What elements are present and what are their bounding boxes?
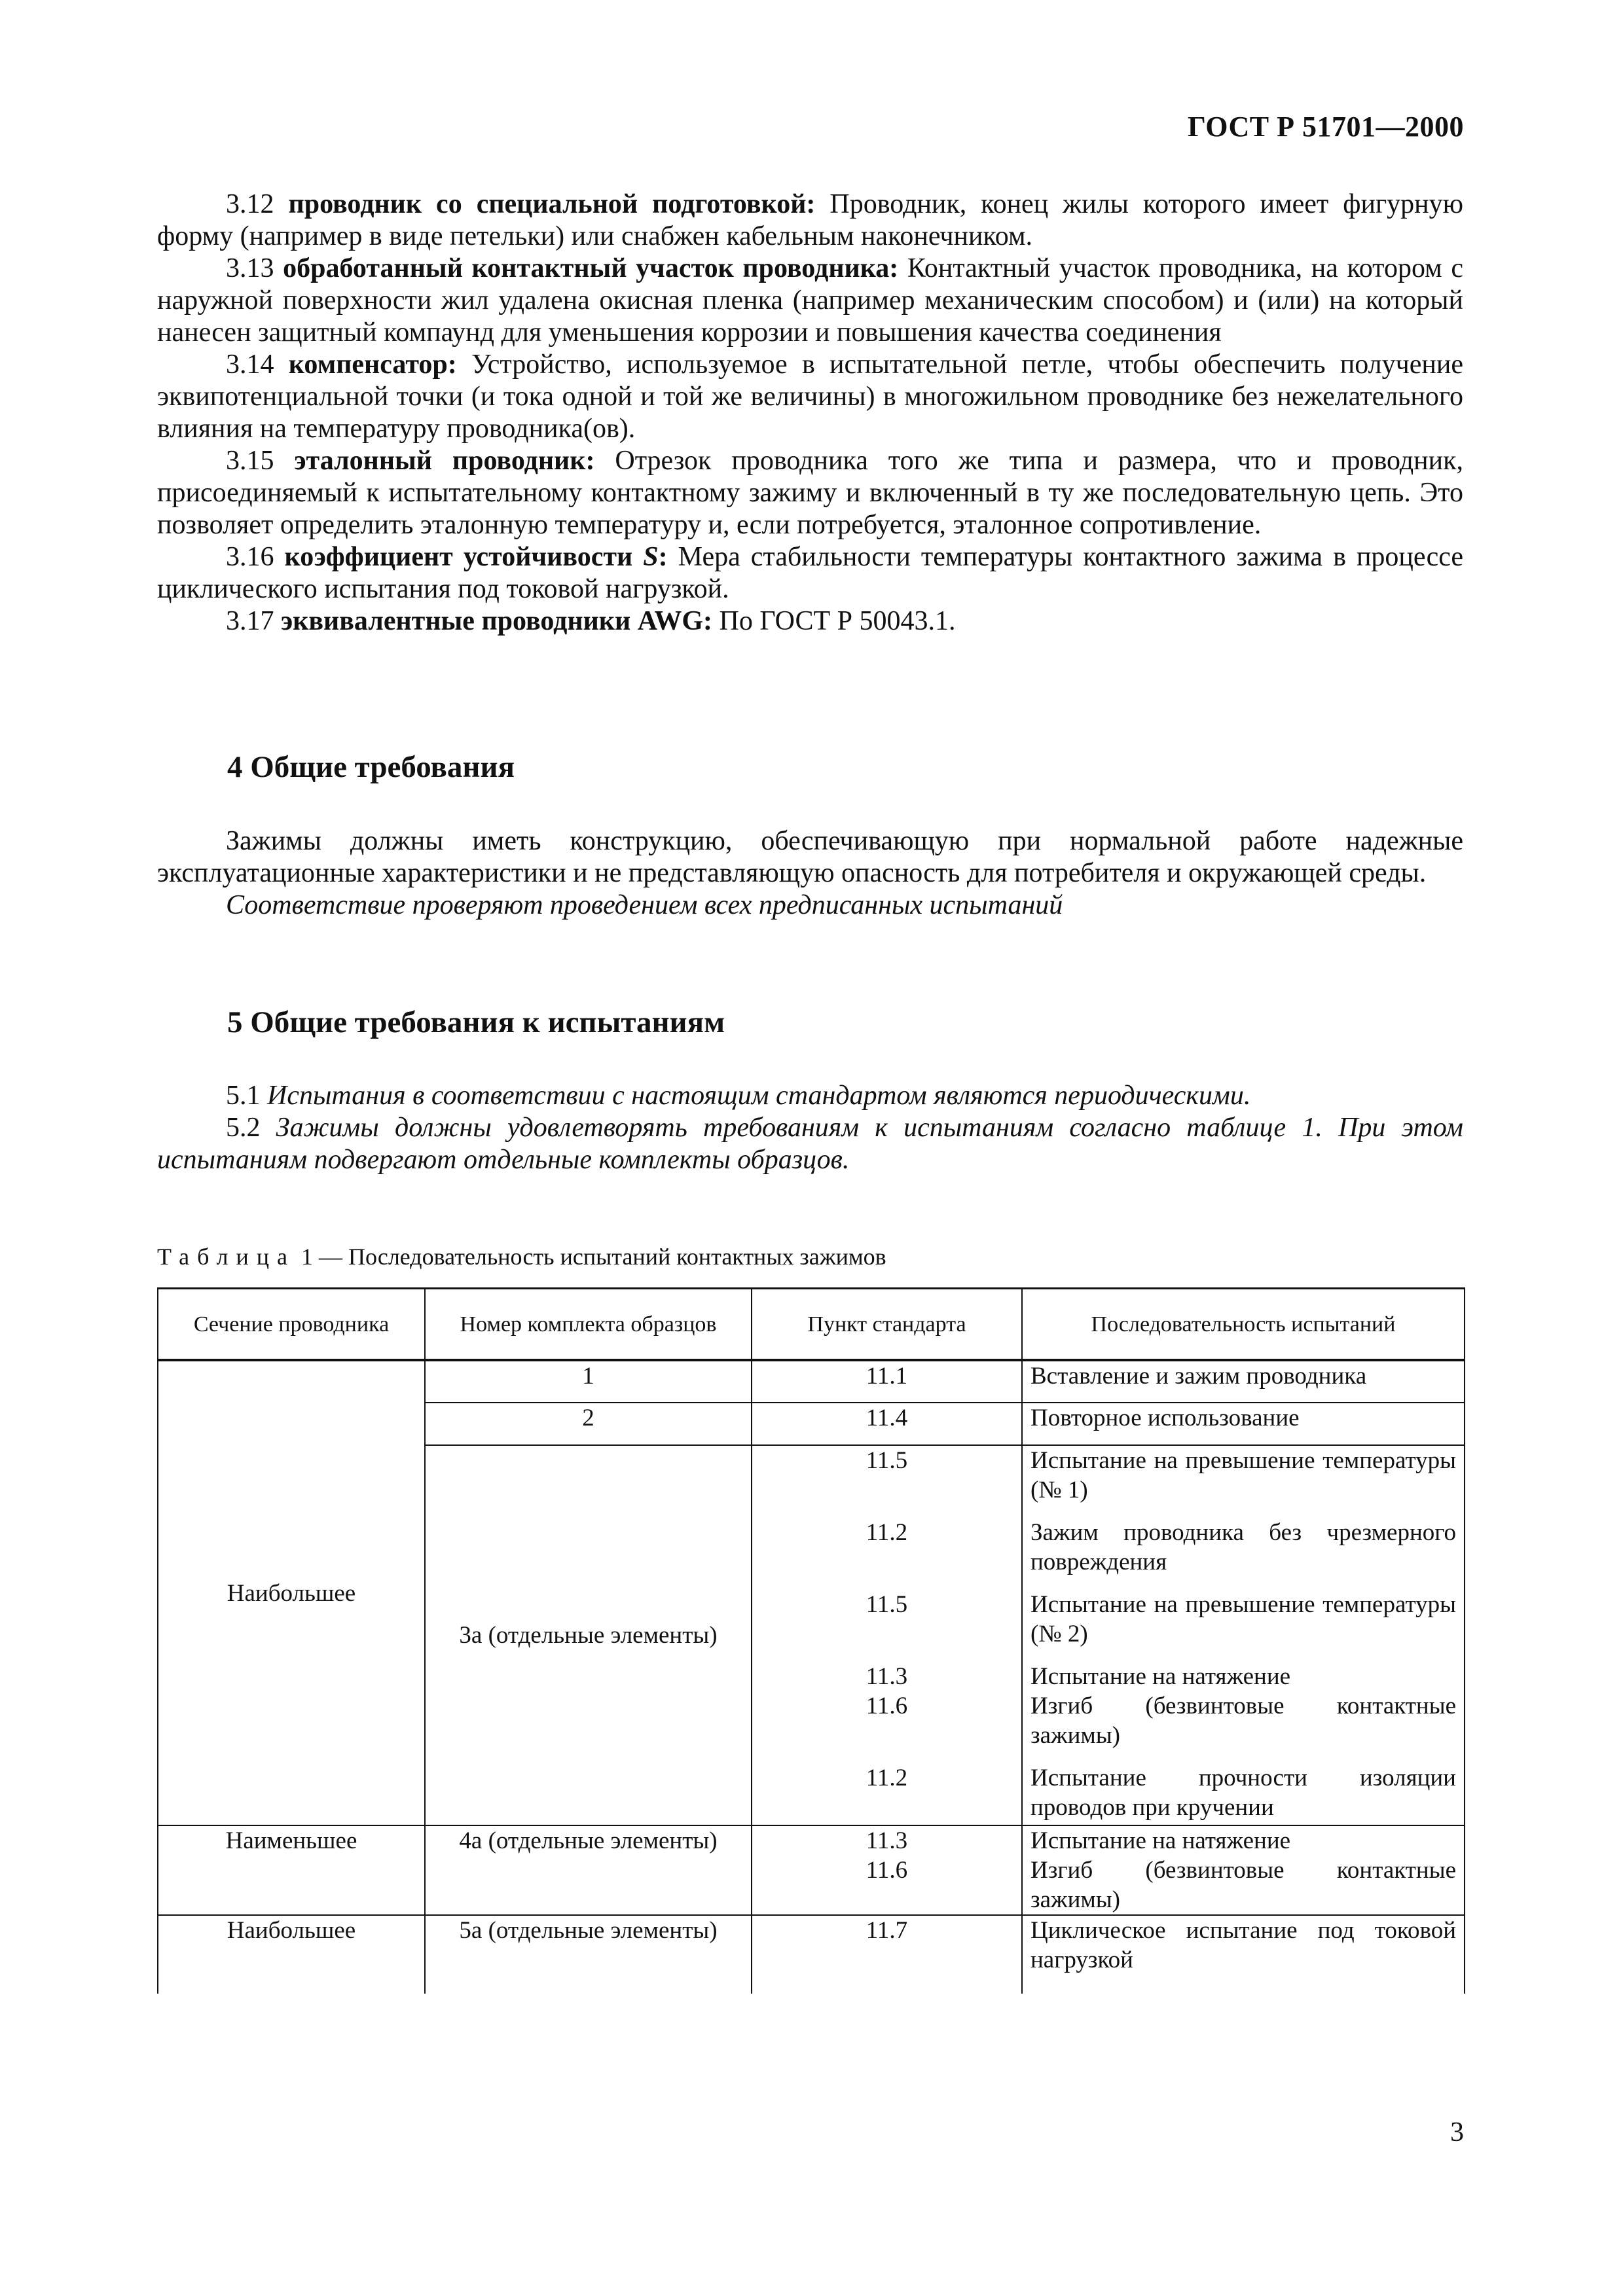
definition-3-16 <box>157 541 1463 605</box>
definition-3-17 <box>157 605 1463 637</box>
section-cell: Наибольшее <box>158 1915 425 1994</box>
clause-cell: 11.4 <box>752 1403 1022 1445</box>
clause-cell: 11.7 <box>752 1915 1022 1994</box>
test-sequence-table <box>157 1287 1465 1994</box>
clause-group <box>760 1446 1013 1475</box>
set-cell: 1 <box>425 1360 752 1403</box>
column-header-section: Сечение проводника <box>158 1289 425 1361</box>
definition-term: эквивалентные проводники AWG: <box>281 606 713 636</box>
sequence-line: Изгиб (безвинтовые контактные зажимы) <box>1030 1693 1456 1749</box>
clause-number: 11.5 <box>866 1447 908 1474</box>
definition-term: коэффициент устойчивости <box>284 542 633 572</box>
sequence-cell: Повторное использование <box>1022 1403 1465 1445</box>
section-cell: Наибольшее <box>158 1360 425 1825</box>
sequence-cell <box>1022 1445 1465 1825</box>
definition-number: 3.13 <box>226 253 274 283</box>
clause-number: 11.3 <box>866 1663 908 1690</box>
sequence-step: Испытание на превышение температуры (№ 2) <box>1030 1591 1456 1647</box>
column-header-clause: Пункт стандарта <box>752 1289 1022 1361</box>
clause-cell <box>752 1825 1022 1915</box>
sequence-cell: Вставление и зажим проводника <box>1022 1360 1465 1403</box>
definition-term: обработанный контактный участок проводника: <box>283 253 899 283</box>
column-header-sequence: Последовательность испытаний <box>1022 1289 1465 1361</box>
table-caption <box>157 1244 886 1270</box>
definition-3-15 <box>157 445 1463 541</box>
definition-text: Отрезок проводника того же типа и размера, что и проводник, присоединяемый к испытательному контактному зажиму и включенный в ту же последовательную цепь. Это позволяет определить эталонную температуру и, если потребуется, эталонное сопротивление. <box>157 446 1464 540</box>
definition-text: По ГОСТ Р 50043.1. <box>719 606 956 636</box>
clause-text: Зажимы должны удовлетворять требованиям к испытаниям согласно таблице 1. При этом испытаниям подвергают отдельные комплекты образцов. <box>157 1113 1463 1175</box>
table-caption-title: 1 — Последовательность испытаний контактных зажимов <box>301 1244 886 1270</box>
definition-text: Проводник, конец жилы которого имеет фигурную форму (например в виде петельки) или снабжен кабельным наконечником. <box>157 189 1464 251</box>
section-cell: Наименьшее <box>158 1825 425 1915</box>
definition-term: проводник со специальной подготовкой: <box>288 189 816 219</box>
definition-number: 3.15 <box>226 446 274 476</box>
clause-group <box>760 1475 1013 1547</box>
sequence-line: Испытание на натяжение <box>1030 1663 1291 1690</box>
section-4-paragraph: Зажимы должны иметь конструкцию, обеспечивающую при нормальной работе надежные эксплуатационные характеристики и не представляющую опасность для потребителя и окружающей среды. <box>157 826 1463 888</box>
section-4-compliance-note: Соответствие проверяют проведением всех предписанных испытаний <box>226 890 1063 920</box>
definition-term: компенсатор: <box>288 350 457 380</box>
definition-number: 3.12 <box>226 189 274 219</box>
section-4-body <box>157 825 1463 922</box>
clause-group <box>760 1547 1013 1619</box>
definition-3-13 <box>157 253 1463 349</box>
clause-number: 11.2 <box>866 1519 908 1546</box>
sequence-cell: Циклическое испытание под токовой нагрузкой <box>1022 1915 1465 1994</box>
definition-number: 3.14 <box>226 350 274 380</box>
section-5-body <box>157 1080 1463 1176</box>
definition-text: Устройство, используемое в испытательной петле, чтобы обеспечить получение эквипотенциальной точки (и тока одной и той же величины) в многожильном проводнике без нежелательного влияния на температуру проводника(ов). <box>157 350 1463 444</box>
set-cell <box>425 1445 752 1825</box>
table-row <box>158 1915 1465 1994</box>
table-header-row <box>158 1289 1465 1361</box>
set-cell: 2 <box>425 1403 752 1445</box>
clause-group <box>760 1721 1013 1793</box>
definition-term-colon: : <box>658 542 668 572</box>
definition-number: 3.17 <box>226 606 274 636</box>
definition-text: Контактный участок проводника, на котором с наружной поверхности жил удалена окисная пленка (например механическим способом) и (или) на который нанесен защитный компаунд для уменьшения коррозии и повышения качества соединения <box>157 253 1464 348</box>
clause-number: 5.2 <box>226 1113 261 1143</box>
clause-number: 11.2 <box>866 1765 908 1791</box>
sequence-step: Испытание прочности изоляции проводов при кручении <box>1030 1765 1456 1821</box>
sequence-step: Зажим проводника без чрезмерного повреждения <box>1030 1519 1456 1575</box>
definition-number: 3.16 <box>226 542 274 572</box>
clause-cell: 11.1 <box>752 1360 1022 1403</box>
table-row <box>158 1825 1465 1915</box>
set-label: 3а (отдельные элементы) <box>459 1622 718 1649</box>
clause-text: Испытания в соответствии с настоящим стандартом являются периодическими. <box>267 1081 1251 1111</box>
definition-3-12 <box>157 188 1463 253</box>
definitions-list <box>157 188 1463 637</box>
column-header-set: Номер комплекта образцов <box>425 1289 752 1361</box>
clause-number: 5.1 <box>226 1081 261 1111</box>
set-cell: 5а (отдельные элементы) <box>425 1915 752 1994</box>
clause-number: 11.6 <box>866 1693 908 1719</box>
definition-term: эталонный проводник: <box>294 446 595 476</box>
sequence-line: Испытание на натяжение <box>1030 1827 1291 1854</box>
sequence-line: Изгиб (безвинтовые контактные зажимы) <box>1030 1857 1456 1913</box>
definition-text: Мера стабильности температуры контактного зажима в процессе циклического испытания под токовой нагрузкой. <box>157 542 1464 604</box>
set-cell: 4а (отдельные элементы) <box>425 1825 752 1915</box>
clause-group <box>760 1619 1013 1721</box>
clause-number: 11.5 <box>866 1591 908 1618</box>
clause-number: 11.3 <box>866 1827 908 1854</box>
clause-5-2 <box>157 1112 1463 1176</box>
sequence-step <box>1030 1649 1456 1750</box>
section-4-heading: 4 Общие требования <box>227 750 515 784</box>
clause-5-1 <box>157 1080 1463 1112</box>
section-5-heading: 5 Общие требования к испытаниям <box>227 1005 725 1039</box>
table-caption-label: Таблица <box>157 1244 295 1270</box>
table-row <box>158 1360 1465 1403</box>
page-number: 3 <box>1450 2117 1464 2147</box>
document-code: ГОСТ Р 51701—2000 <box>1187 111 1464 143</box>
sequence-step: Испытание на превышение температуры (№ 1) <box>1030 1447 1456 1503</box>
clause-number: 11.6 <box>866 1857 908 1884</box>
sequence-cell <box>1022 1825 1465 1915</box>
definition-term-symbol: S <box>643 542 659 572</box>
clause-cell <box>752 1445 1022 1825</box>
definition-3-14 <box>157 349 1463 445</box>
